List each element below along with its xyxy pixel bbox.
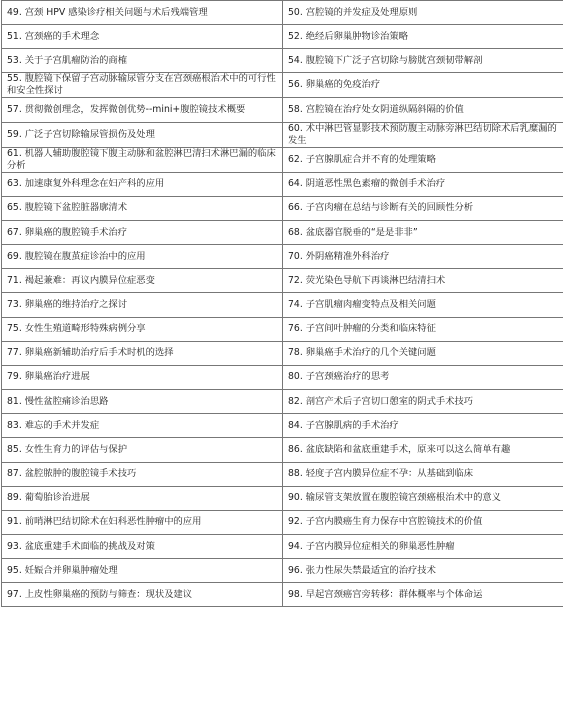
- table-row: [2, 559, 563, 583]
- table-row: [2, 98, 563, 122]
- table-body: [2, 1, 563, 607]
- topic-cell: 69. 腹腔镜在腹茧症诊治中的应用: [2, 245, 283, 269]
- table-row: [2, 1, 563, 25]
- topic-cell: 82. 剖宫产术后子宫切口憩室的阴式手术技巧: [283, 390, 563, 414]
- table-row: [2, 510, 563, 534]
- topic-cell: 60. 术中淋巴管显影技术预防腹主动脉旁淋巴结切除术后乳糜漏的发生: [283, 122, 563, 147]
- table-row: [2, 269, 563, 293]
- table-row: [2, 122, 563, 147]
- topic-cell: 68. 盆底器官脱垂的“是是非非”: [283, 220, 563, 244]
- table-row: [2, 462, 563, 486]
- table-row: [2, 341, 563, 365]
- table-row: [2, 583, 563, 607]
- topic-cell: 85. 女性生育力的评估与保护: [2, 438, 283, 462]
- topic-cell: 63. 加速康复外科理念在妇产科的应用: [2, 172, 283, 196]
- table-row: [2, 73, 563, 98]
- topic-cell: 98. 早起宫颈癌宫旁转移：群体概率与个体命运: [283, 583, 563, 607]
- topic-cell: 78. 卵巢癌手术治疗的几个关键问题: [283, 341, 563, 365]
- topic-cell: 93. 盆底重建手术面临的挑战及对策: [2, 534, 283, 558]
- table-row: [2, 414, 563, 438]
- topic-cell: 75. 女性生殖道畸形特殊病例分享: [2, 317, 283, 341]
- table-row: [2, 25, 563, 49]
- topic-cell: 51. 宫颈癌的手术理念: [2, 25, 283, 49]
- topic-cell: 64. 阴道恶性黑色素瘤的微创手术治疗: [283, 172, 563, 196]
- topic-cell: 66. 子宫肉瘤在总结与诊断有关的回顾性分析: [283, 196, 563, 220]
- table-row: [2, 172, 563, 196]
- topic-cell: 53. 关于子宫肌瘤防治的商榷: [2, 49, 283, 73]
- topic-cell: 95. 妊娠合并卵巢肿瘤处理: [2, 559, 283, 583]
- topic-cell: 89. 葡萄胎诊治进展: [2, 486, 283, 510]
- topic-cell: 94. 子宫内膜异位症相关的卵巢恶性肿瘤: [283, 534, 563, 558]
- topic-cell: 70. 外阴癌精准外科治疗: [283, 245, 563, 269]
- topic-cell: 74. 子宫肌瘤肉瘤变特点及相关问题: [283, 293, 563, 317]
- topic-cell: 80. 子宫颈癌治疗的思考: [283, 365, 563, 389]
- topic-cell: 77. 卵巢癌新辅助治疗后手术时机的选择: [2, 341, 283, 365]
- topic-cell: 59. 广泛子宫切除输尿管损伤及处理: [2, 122, 283, 147]
- topic-cell: 97. 上皮性卵巢癌的预防与筛查：现状及建议: [2, 583, 283, 607]
- topic-cell: 96. 张力性尿失禁最适宜的治疗技术: [283, 559, 563, 583]
- table-row: [2, 220, 563, 244]
- topic-cell: 88. 轻度子宫内膜异位症不孕：从基础到临床: [283, 462, 563, 486]
- topic-cell: 72. 荧光染色导航下再谈淋巴结清扫术: [283, 269, 563, 293]
- topic-cell: 73. 卵巢癌的维持治疗之探讨: [2, 293, 283, 317]
- topic-cell: 65. 腹腔镜下盆腔脏器廓清术: [2, 196, 283, 220]
- table-row: [2, 49, 563, 73]
- topic-cell: 84. 子宫腺肌病的手术治疗: [283, 414, 563, 438]
- topic-cell: 87. 盆腔脓肿的腹腔镜手术技巧: [2, 462, 283, 486]
- topic-cell: 56. 卵巢癌的免疫治疗: [283, 73, 563, 98]
- topic-cell: 86. 盆底缺陷和盆底重建手术，原来可以这么简单有趣: [283, 438, 563, 462]
- table-row: [2, 365, 563, 389]
- document-page: [1, 0, 562, 724]
- topic-cell: 83. 难忘的手术并发症: [2, 414, 283, 438]
- topic-cell: 55. 腹腔镜下保留子宫动脉输尿管分支在宫颈癌根治术中的可行性和安全性探讨: [2, 73, 283, 98]
- topic-cell: 79. 卵巢癌治疗进展: [2, 365, 283, 389]
- topic-cell: 50. 宫腔镜的并发症及处理原则: [283, 1, 563, 25]
- topic-cell: 52. 绝经后卵巢肿物诊治策略: [283, 25, 563, 49]
- topic-cell: 57. 贯彻微创理念，发挥微创优势--mini+腹腔镜技术概要: [2, 98, 283, 122]
- topic-cell: 58. 宫腔镜在治疗处女阴道纵隔斜隔的价值: [283, 98, 563, 122]
- table-row: [2, 245, 563, 269]
- topic-cell: 76. 子宫间叶肿瘤的分类和临床特征: [283, 317, 563, 341]
- topic-cell: 62. 子宫腺肌症合并不育的处理策略: [283, 147, 563, 172]
- topic-cell: 90. 输尿管支架放置在腹腔镜宫颈癌根治术中的意义: [283, 486, 563, 510]
- table-row: [2, 196, 563, 220]
- lecture-topics-table: [1, 0, 563, 607]
- topic-cell: 61. 机器人辅助腹腔镜下腹主动脉和盆腔淋巴清扫术淋巴漏的临床分析: [2, 147, 283, 172]
- table-row: [2, 390, 563, 414]
- topic-cell: 49. 宫颈 HPV 感染诊疗相关问题与术后残端管理: [2, 1, 283, 25]
- table-row: [2, 486, 563, 510]
- table-row: [2, 317, 563, 341]
- table-row: [2, 293, 563, 317]
- table-row: [2, 147, 563, 172]
- table-row: [2, 438, 563, 462]
- topic-cell: 92. 子宫内膜癌生育力保存中宫腔镜技术的价值: [283, 510, 563, 534]
- topic-cell: 71. 褐起兼难：再议内膜异位症恶变: [2, 269, 283, 293]
- topic-cell: 67. 卵巢癌的腹腔镜手术治疗: [2, 220, 283, 244]
- topic-cell: 91. 前哨淋巴结切除术在妇科恶性肿瘤中的应用: [2, 510, 283, 534]
- table-row: [2, 534, 563, 558]
- topic-cell: 81. 慢性盆腔痛诊治思路: [2, 390, 283, 414]
- topic-cell: 54. 腹腔镜下广泛子宫切除与膀胱宫颈韧带解剖: [283, 49, 563, 73]
